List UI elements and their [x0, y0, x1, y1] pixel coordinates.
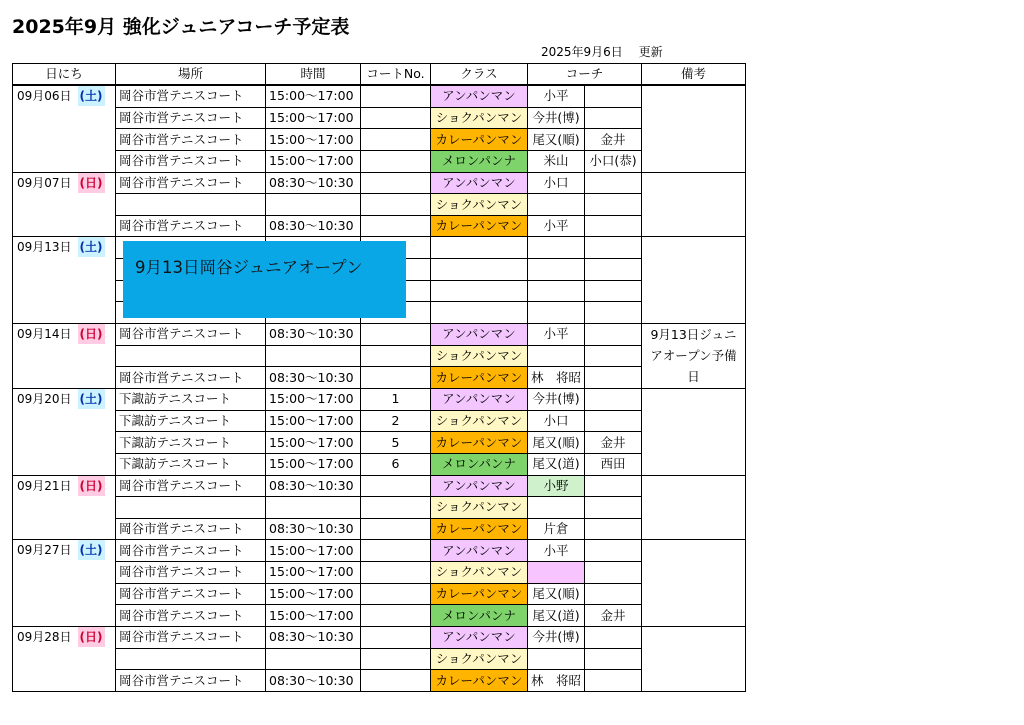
- class-cell: カレーパンマン: [431, 583, 528, 605]
- class-cell: ショクパンマン: [431, 497, 528, 519]
- coach1-cell: [528, 194, 585, 216]
- place-cell: 岡谷市営テニスコート: [116, 670, 266, 692]
- table-row: [13, 410, 746, 432]
- event-banner-text: 9月13日岡谷ジュニアオープン: [135, 258, 363, 277]
- coach1-cell: 今井(博): [528, 107, 585, 129]
- court-cell: [361, 172, 431, 194]
- table-row: [13, 85, 746, 107]
- coach1-cell: [528, 302, 585, 324]
- coach1-cell: 尾又(道): [528, 453, 585, 475]
- place-cell: 岡谷市営テニスコート: [116, 367, 266, 389]
- note-cell: [642, 172, 746, 237]
- class-cell: アンパンマン: [431, 85, 528, 107]
- coach1-cell: [528, 497, 585, 519]
- court-cell: [361, 150, 431, 172]
- coach2-cell: 西田: [585, 453, 642, 475]
- coach2-cell: [585, 194, 642, 216]
- date-cell: [13, 388, 116, 475]
- time-cell: [266, 497, 361, 519]
- place-cell: 岡谷市営テニスコート: [116, 150, 266, 172]
- class-cell: アンパンマン: [431, 172, 528, 194]
- court-cell: [361, 107, 431, 129]
- table-row: [13, 540, 746, 562]
- coach1-cell: 尾又(道): [528, 605, 585, 627]
- place-cell: 岡谷市営テニスコート: [116, 324, 266, 346]
- court-cell: [361, 129, 431, 151]
- class-cell: アンパンマン: [431, 388, 528, 410]
- court-cell: [361, 648, 431, 670]
- coach2-cell: [585, 518, 642, 540]
- table-row: [13, 475, 746, 497]
- time-cell: 15:00～17:00: [266, 107, 361, 129]
- weekday-badge: (土): [78, 540, 105, 560]
- date-text: 09月28日: [17, 630, 72, 645]
- date-text: 09月13日: [17, 240, 72, 255]
- place-cell: 岡谷市営テニスコート: [116, 518, 266, 540]
- weekday-badge: (日): [78, 324, 105, 344]
- time-cell: 08:30～10:30: [266, 475, 361, 497]
- coach1-cell: 今井(博): [528, 627, 585, 649]
- coach2-cell: [585, 562, 642, 584]
- coach2-cell: [585, 670, 642, 692]
- time-cell: 08:30～10:30: [266, 670, 361, 692]
- coach1-cell: 尾又(順): [528, 129, 585, 151]
- class-cell: [431, 237, 528, 259]
- class-cell: ショクパンマン: [431, 410, 528, 432]
- weekday-badge: (日): [78, 476, 105, 496]
- table-row: [13, 648, 746, 670]
- table-row: [13, 432, 746, 454]
- class-cell: アンパンマン: [431, 627, 528, 649]
- court-cell: [361, 518, 431, 540]
- coach2-cell: [585, 627, 642, 649]
- time-cell: 08:30～10:30: [266, 172, 361, 194]
- weekday-badge: (日): [78, 627, 105, 647]
- court-cell: [361, 627, 431, 649]
- table-row: [13, 605, 746, 627]
- coach1-cell: 林 将昭: [528, 670, 585, 692]
- coach2-cell: 小口(恭): [585, 150, 642, 172]
- coach2-cell: [585, 107, 642, 129]
- court-cell: 5: [361, 432, 431, 454]
- court-cell: [361, 194, 431, 216]
- note-cell: 9月13日ジュニアオープン予備日: [642, 324, 746, 389]
- time-cell: [266, 345, 361, 367]
- court-cell: [361, 345, 431, 367]
- court-cell: 1: [361, 388, 431, 410]
- place-cell: 下諏訪テニスコート: [116, 410, 266, 432]
- coach1-cell: 小平: [528, 540, 585, 562]
- coach1-cell: [528, 648, 585, 670]
- header-time: 時間: [266, 64, 361, 86]
- place-cell: [116, 648, 266, 670]
- date-cell: [13, 324, 116, 389]
- coach2-cell: 金井: [585, 605, 642, 627]
- coach2-cell: [585, 497, 642, 519]
- coach1-cell: [528, 237, 585, 259]
- coach1-cell: [528, 562, 585, 584]
- coach1-cell: [528, 259, 585, 281]
- time-cell: 15:00～17:00: [266, 583, 361, 605]
- time-cell: 15:00～17:00: [266, 150, 361, 172]
- coach2-cell: [585, 540, 642, 562]
- table-row: [13, 388, 746, 410]
- coach2-cell: [585, 583, 642, 605]
- class-cell: メロンパンナ: [431, 453, 528, 475]
- table-row: [13, 518, 746, 540]
- class-cell: カレーパンマン: [431, 432, 528, 454]
- court-cell: 2: [361, 410, 431, 432]
- class-cell: ショクパンマン: [431, 194, 528, 216]
- weekday-badge: (土): [78, 389, 105, 409]
- time-cell: 08:30～10:30: [266, 518, 361, 540]
- weekday-badge: (土): [78, 86, 105, 106]
- table-row: [13, 172, 746, 194]
- time-cell: 15:00～17:00: [266, 388, 361, 410]
- table-row: [13, 583, 746, 605]
- table-row: [13, 129, 746, 151]
- class-cell: アンパンマン: [431, 324, 528, 346]
- class-cell: カレーパンマン: [431, 129, 528, 151]
- court-cell: [361, 540, 431, 562]
- header-note: 備考: [642, 64, 746, 86]
- time-cell: 08:30～10:30: [266, 627, 361, 649]
- coach2-cell: [585, 367, 642, 389]
- table-row: [13, 345, 746, 367]
- date-text: 09月07日: [17, 175, 72, 190]
- coach2-cell: [585, 410, 642, 432]
- table-row: [13, 453, 746, 475]
- place-cell: 岡谷市営テニスコート: [116, 129, 266, 151]
- coach1-cell: 米山: [528, 150, 585, 172]
- table-row: [13, 562, 746, 584]
- class-cell: アンパンマン: [431, 475, 528, 497]
- court-cell: [361, 497, 431, 519]
- weekday-badge: (日): [78, 173, 105, 193]
- date-cell: [13, 237, 116, 324]
- class-cell: カレーパンマン: [431, 518, 528, 540]
- header-coach: コーチ: [528, 64, 642, 86]
- weekday-badge: (土): [78, 237, 105, 257]
- time-cell: 15:00～17:00: [266, 410, 361, 432]
- header-row: [13, 64, 746, 86]
- table-row: [13, 324, 746, 346]
- header-court: コートNo.: [361, 64, 431, 86]
- date-text: 09月06日: [17, 89, 72, 103]
- time-cell: 08:30～10:30: [266, 367, 361, 389]
- coach1-cell: 小口: [528, 410, 585, 432]
- coach1-cell: 尾又(順): [528, 432, 585, 454]
- date-text: 09月14日: [17, 327, 72, 342]
- time-cell: 15:00～17:00: [266, 605, 361, 627]
- place-cell: [116, 194, 266, 216]
- class-cell: ショクパンマン: [431, 562, 528, 584]
- court-cell: 6: [361, 453, 431, 475]
- page-title: 2025年9月 強化ジュニアコーチ予定表: [12, 16, 350, 38]
- class-cell: [431, 302, 528, 324]
- coach2-cell: [585, 388, 642, 410]
- place-cell: 岡谷市営テニスコート: [116, 172, 266, 194]
- note-cell: [642, 388, 746, 475]
- date-text: 09月27日: [17, 543, 72, 558]
- court-cell: [361, 562, 431, 584]
- class-cell: ショクパンマン: [431, 648, 528, 670]
- note-cell: [642, 627, 746, 692]
- coach2-cell: [585, 237, 642, 259]
- class-cell: メロンパンナ: [431, 150, 528, 172]
- date-cell: [13, 627, 116, 692]
- court-cell: [361, 583, 431, 605]
- schedule-table: [12, 63, 746, 692]
- place-cell: 岡谷市営テニスコート: [116, 540, 266, 562]
- table-row: [13, 627, 746, 649]
- coach2-cell: [585, 280, 642, 302]
- place-cell: 岡谷市営テニスコート: [116, 583, 266, 605]
- coach2-cell: [585, 215, 642, 237]
- event-banner: [123, 241, 406, 318]
- time-cell: 15:00～17:00: [266, 453, 361, 475]
- date-cell: [13, 85, 116, 172]
- class-cell: アンパンマン: [431, 540, 528, 562]
- place-cell: 岡谷市営テニスコート: [116, 215, 266, 237]
- table-row: [13, 367, 746, 389]
- place-cell: 下諏訪テニスコート: [116, 432, 266, 454]
- time-cell: 15:00～17:00: [266, 432, 361, 454]
- coach1-cell: 小口: [528, 172, 585, 194]
- coach1-cell: 尾又(順): [528, 583, 585, 605]
- place-cell: 岡谷市営テニスコート: [116, 627, 266, 649]
- coach2-cell: [585, 259, 642, 281]
- class-cell: カレーパンマン: [431, 670, 528, 692]
- date-cell: [13, 172, 116, 237]
- note-cell: [642, 475, 746, 540]
- class-cell: カレーパンマン: [431, 367, 528, 389]
- court-cell: [361, 605, 431, 627]
- place-cell: 下諏訪テニスコート: [116, 388, 266, 410]
- table-row: [13, 150, 746, 172]
- court-cell: [361, 475, 431, 497]
- time-cell: 08:30～10:30: [266, 215, 361, 237]
- coach2-cell: 金井: [585, 129, 642, 151]
- time-cell: 08:30～10:30: [266, 324, 361, 346]
- note-cell: [642, 85, 746, 172]
- time-cell: 15:00～17:00: [266, 562, 361, 584]
- class-cell: ショクパンマン: [431, 107, 528, 129]
- header-class: クラス: [431, 64, 528, 86]
- coach2-cell: [585, 345, 642, 367]
- court-cell: [361, 367, 431, 389]
- table-row: [13, 215, 746, 237]
- note-cell: [642, 237, 746, 324]
- coach1-cell: 小平: [528, 324, 585, 346]
- class-cell: メロンパンナ: [431, 605, 528, 627]
- coach2-cell: [585, 85, 642, 107]
- coach2-cell: [585, 302, 642, 324]
- court-cell: [361, 215, 431, 237]
- class-cell: カレーパンマン: [431, 215, 528, 237]
- table-row: [13, 497, 746, 519]
- coach1-cell: 小野: [528, 475, 585, 497]
- time-cell: 15:00～17:00: [266, 129, 361, 151]
- class-cell: [431, 280, 528, 302]
- place-cell: 下諏訪テニスコート: [116, 453, 266, 475]
- coach2-cell: [585, 475, 642, 497]
- court-cell: [361, 670, 431, 692]
- place-cell: 岡谷市営テニスコート: [116, 605, 266, 627]
- coach1-cell: 今井(博): [528, 388, 585, 410]
- time-cell: [266, 648, 361, 670]
- coach1-cell: 林 将昭: [528, 367, 585, 389]
- time-cell: [266, 194, 361, 216]
- coach1-cell: 小平: [528, 85, 585, 107]
- coach2-cell: [585, 648, 642, 670]
- note-cell: [642, 540, 746, 627]
- place-cell: 岡谷市営テニスコート: [116, 562, 266, 584]
- table-row: [13, 107, 746, 129]
- place-cell: 岡谷市営テニスコート: [116, 85, 266, 107]
- time-cell: 15:00～17:00: [266, 85, 361, 107]
- date-cell: [13, 540, 116, 627]
- table-row: [13, 194, 746, 216]
- coach2-cell: 金井: [585, 432, 642, 454]
- time-cell: 15:00～17:00: [266, 540, 361, 562]
- coach1-cell: [528, 280, 585, 302]
- place-cell: 岡谷市営テニスコート: [116, 475, 266, 497]
- coach1-cell: [528, 345, 585, 367]
- place-cell: [116, 497, 266, 519]
- class-cell: [431, 259, 528, 281]
- place-cell: [116, 345, 266, 367]
- coach1-cell: 小平: [528, 215, 585, 237]
- header-date: 日にち: [13, 64, 116, 86]
- court-cell: [361, 324, 431, 346]
- table-row: [13, 670, 746, 692]
- date-text: 09月21日: [17, 478, 72, 493]
- class-cell: ショクパンマン: [431, 345, 528, 367]
- coach1-cell: 片倉: [528, 518, 585, 540]
- header-place: 場所: [116, 64, 266, 86]
- coach2-cell: [585, 172, 642, 194]
- place-cell: 岡谷市営テニスコート: [116, 107, 266, 129]
- date-cell: [13, 475, 116, 540]
- updated-date: 2025年9月6日 更新: [541, 45, 663, 59]
- court-cell: [361, 85, 431, 107]
- date-text: 09月20日: [17, 391, 72, 406]
- coach2-cell: [585, 324, 642, 346]
